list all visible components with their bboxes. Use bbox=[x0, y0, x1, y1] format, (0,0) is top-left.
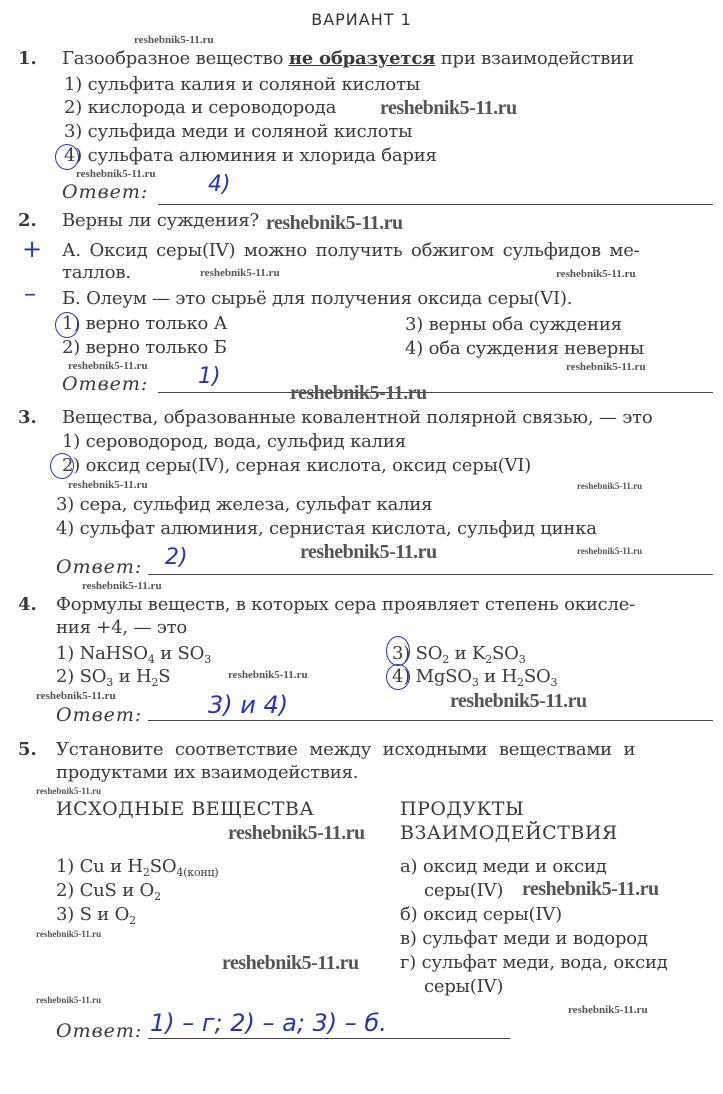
formula-subscript: 3 bbox=[518, 653, 526, 666]
q3-option-4: 4) сульфат алюминия, сернистая кислота, сульфид цинка bbox=[56, 518, 597, 539]
formula-subscript: 2 bbox=[442, 653, 450, 666]
q2-statement-a: А. Оксид серы(IV) можно получить обжигом сульфидов ме- bbox=[62, 240, 640, 261]
answer-line bbox=[148, 574, 713, 575]
watermark: reshebnik5-11.ru bbox=[300, 541, 437, 563]
product-v: в) сульфат меди и водород bbox=[400, 928, 648, 949]
question-4-text: Формулы веществ, в которых сера проявляет степень окисле- bbox=[56, 594, 636, 615]
formula-text: 2) SO bbox=[56, 666, 107, 687]
selection-circle bbox=[55, 312, 79, 338]
products-header-cont: ВЗАИМОДЕЙСТВИЯ bbox=[400, 822, 618, 844]
selection-circle bbox=[386, 664, 410, 690]
formula-subscript: 4 bbox=[147, 653, 155, 666]
handwritten-answer: 1) – г; 2) – а; 3) – б. bbox=[150, 1009, 387, 1037]
formula-subscript: 2 bbox=[142, 866, 150, 879]
answer-line bbox=[148, 720, 713, 721]
watermark: reshebnik5-11.ru bbox=[522, 878, 659, 900]
q3-option-3: 3) сера, сульфид железа, сульфат калия bbox=[56, 494, 433, 515]
watermark: reshebnik5-11.ru bbox=[266, 212, 403, 234]
q4-option-4 bbox=[392, 666, 557, 688]
watermark: reshebnik5-11.ru bbox=[68, 479, 148, 491]
formula-text: S bbox=[158, 666, 171, 687]
product-g: г) сульфат меди, вода, оксид bbox=[400, 952, 668, 973]
q3-option-1: 1) сероводород, вода, сульфид калия bbox=[62, 431, 406, 452]
selection-circle bbox=[386, 636, 410, 666]
q1-text-after: при взаимодействии bbox=[435, 48, 634, 69]
watermark: reshebnik5-11.ru bbox=[68, 360, 148, 372]
watermark: reshebnik5-11.ru bbox=[290, 382, 427, 404]
product-a-cont: серы(IV) bbox=[424, 880, 504, 901]
selection-circle bbox=[55, 144, 79, 170]
watermark: reshebnik5-11.ru bbox=[450, 690, 587, 712]
formula-text: SO bbox=[523, 666, 551, 687]
reactant-1 bbox=[56, 856, 219, 878]
formula-subscript: 3 bbox=[471, 676, 479, 689]
handwritten-answer: 4) bbox=[208, 172, 231, 197]
watermark: reshebnik5-11.ru bbox=[76, 168, 156, 180]
formula-text: 3) SO bbox=[392, 643, 443, 664]
watermark: reshebnik5-11.ru bbox=[36, 995, 102, 1005]
formula-subscript: 3 bbox=[204, 653, 212, 666]
formula-subscript: 2 bbox=[151, 676, 159, 689]
formula-subscript: 4(конц) bbox=[176, 866, 219, 879]
watermark: reshebnik5-11.ru bbox=[577, 546, 643, 556]
handwritten-answer: 3) и 4) bbox=[208, 691, 289, 719]
answer-line bbox=[158, 392, 713, 393]
watermark: reshebnik5-11.ru bbox=[228, 669, 308, 681]
question-5-text: Установите соответствие между исходными веществами и bbox=[56, 739, 636, 760]
q1-option-2: 2) кислорода и сероводорода bbox=[64, 97, 337, 118]
q4-option-1 bbox=[56, 643, 211, 665]
answer-label: Ответ: bbox=[62, 373, 149, 395]
watermark: reshebnik5-11.ru bbox=[568, 1004, 648, 1016]
question-4-text-cont: ния +4, — это bbox=[56, 617, 188, 638]
question-4-number: 4. bbox=[18, 594, 37, 615]
answer-line bbox=[158, 204, 713, 205]
formula-text: 4) MgSO bbox=[392, 666, 472, 687]
selection-circle bbox=[50, 453, 74, 479]
variant-title: ВАРИАНТ 1 bbox=[311, 10, 412, 29]
formula-text: и K bbox=[449, 643, 486, 664]
q1-option-1: 1) сульфита калия и соляной кислоты bbox=[64, 74, 420, 95]
formula-subscript: 2 bbox=[485, 653, 493, 666]
handwritten-answer: 2) bbox=[165, 545, 188, 570]
q2-option-2: 2) верно только Б bbox=[62, 337, 227, 358]
reactant-3 bbox=[56, 904, 136, 926]
formula-text: 1) NaHSO bbox=[56, 643, 148, 664]
question-1-number: 1. bbox=[18, 48, 37, 69]
q2-statement-b: Б. Олеум — это сырьё для получения оксида серы(VI). bbox=[62, 288, 573, 309]
q4-option-2 bbox=[56, 666, 170, 688]
question-5-number: 5. bbox=[18, 739, 37, 760]
formula-text: и SO bbox=[154, 643, 205, 664]
handwritten-answer: 1) bbox=[198, 364, 221, 389]
watermark: reshebnik5-11.ru bbox=[577, 481, 643, 491]
watermark: reshebnik5-11.ru bbox=[200, 267, 280, 279]
question-2-number: 2. bbox=[18, 210, 37, 231]
question-5-text-cont: продуктами их взаимодействия. bbox=[56, 762, 359, 783]
formula-subscript: 3 bbox=[106, 676, 114, 689]
formula-text: 2) CuS и O bbox=[56, 880, 155, 901]
watermark: reshebnik5-11.ru bbox=[380, 97, 517, 119]
watermark: reshebnik5-11.ru bbox=[556, 268, 636, 280]
formula-text: SO bbox=[492, 643, 519, 664]
formula-text: 3) S и O bbox=[56, 904, 130, 925]
q2-statement-a-cont: таллов. bbox=[62, 262, 131, 283]
formula-text: и H bbox=[478, 666, 517, 687]
question-1-text bbox=[62, 48, 634, 70]
formula-subscript: 2 bbox=[517, 676, 524, 689]
formula-text: и H bbox=[113, 666, 152, 687]
product-b: б) оксид серы(IV) bbox=[400, 904, 562, 925]
watermark: reshebnik5-11.ru bbox=[566, 361, 646, 373]
watermark: reshebnik5-11.ru bbox=[228, 822, 365, 844]
answer-label: Ответ: bbox=[56, 1020, 143, 1042]
q4-option-3 bbox=[392, 643, 526, 665]
question-3-text: Вещества, образованные ковалентной полярной связью, — это bbox=[62, 407, 653, 428]
question-3-number: 3. bbox=[18, 407, 37, 428]
watermark: reshebnik5-11.ru bbox=[36, 690, 116, 702]
answer-line bbox=[148, 1038, 510, 1039]
q1-option-3: 3) сульфида меди и соляной кислоты bbox=[64, 121, 413, 142]
q1-emphasis: не образуется bbox=[288, 48, 436, 69]
question-2-text: Верны ли суждения? bbox=[62, 210, 259, 231]
watermark: reshebnik5-11.ru bbox=[36, 929, 102, 939]
reactant-2 bbox=[56, 880, 161, 902]
formula-subscript: 3 bbox=[550, 676, 558, 689]
minus-mark: – bbox=[24, 279, 36, 307]
q1-option-4: 4) сульфата алюминия и хлорида бария bbox=[64, 145, 437, 166]
watermark: reshebnik5-11.ru bbox=[36, 786, 102, 796]
watermark: reshebnik5-11.ru bbox=[134, 34, 214, 46]
products-header: ПРОДУКТЫ bbox=[400, 798, 525, 820]
product-g-cont: серы(IV) bbox=[424, 976, 504, 997]
answer-label: Ответ: bbox=[56, 556, 143, 578]
q2-option-1: 1) верно только А bbox=[62, 313, 228, 334]
reactants-header: ИСХОДНЫЕ ВЕЩЕСТВА bbox=[56, 798, 315, 820]
q2-option-3: 3) верны оба суждения bbox=[405, 314, 622, 335]
answer-label: Ответ: bbox=[56, 704, 143, 726]
plus-mark: + bbox=[22, 235, 43, 263]
watermark: reshebnik5-11.ru bbox=[82, 580, 162, 592]
q3-option-2: 2) оксид серы(IV), серная кислота, оксид серы(VI) bbox=[62, 455, 532, 476]
watermark: reshebnik5-11.ru bbox=[222, 952, 359, 974]
formula-subscript: 2 bbox=[154, 890, 161, 903]
q2-option-4: 4) оба суждения неверны bbox=[405, 338, 645, 359]
formula-subscript: 2 bbox=[129, 914, 136, 927]
formula-text: SO bbox=[149, 856, 177, 877]
product-a: а) оксид меди и оксид bbox=[400, 856, 607, 877]
answer-label: Ответ: bbox=[62, 181, 149, 203]
formula-text: 1) Cu и H bbox=[56, 856, 143, 877]
q1-text-before: Газообразное вещество bbox=[62, 48, 289, 69]
